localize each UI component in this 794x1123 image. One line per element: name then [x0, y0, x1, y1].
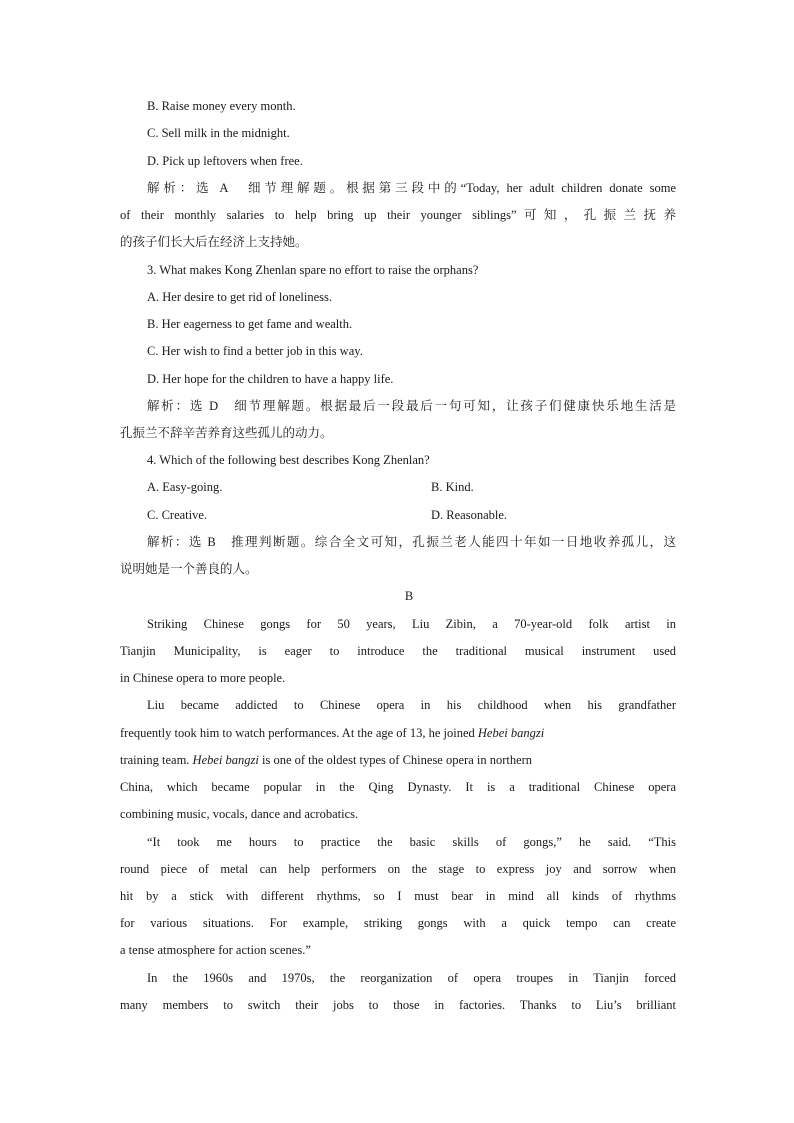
q4-option-a: A. Easy-going.	[147, 480, 223, 494]
q4-option-b: B. Kind.	[431, 480, 474, 494]
passage-p3-line-1: “It took me hours to practice the basic skills of gongs,” he said. “This	[147, 835, 676, 849]
passage-p2-line-5: combining music, vocals, dance and acrobatics.	[120, 807, 359, 821]
q3-question: 3. What makes Kong Zhenlan spare no effort to raise the orphans?	[147, 263, 479, 277]
q2-option-c: C. Sell milk in the midnight.	[147, 126, 290, 140]
passage-p2-line-4: China, which became popular in the Qing Dynasty. It is a traditional Chinese opera	[120, 780, 676, 794]
passage-p3-line-5: a tense atmosphere for action scenes.”	[120, 943, 311, 957]
q2-option-d: D. Pick up leftovers when free.	[147, 154, 303, 168]
q4-option-c: C. Creative.	[147, 508, 208, 522]
q2-analysis-line-3: 的孩子们长大后在经济上支持她。	[120, 235, 308, 249]
passage-p4-line-2: many members to switch their jobs to those in factories. Thanks to Liu’s brilliant	[120, 998, 676, 1012]
q3-option-a: A. Her desire to get rid of loneliness.	[147, 290, 333, 304]
q2-option-b: B. Raise money every month.	[147, 99, 296, 113]
q3-analysis-line-2: 孔振兰不辞辛苦养育这些孤儿的动力。	[120, 426, 333, 440]
opera-name-italic: Hebei bangzi	[477, 726, 545, 740]
q4-question: 4. Which of the following best describes Kong Zhenlan?	[147, 453, 430, 467]
passage-p1-line-2: Tianjin Municipality, is eager to introduce the traditional musical instrument used	[120, 644, 676, 658]
q3-option-d: D. Her hope for the children to have a happy life.	[147, 372, 394, 386]
section-label: B	[404, 589, 414, 603]
passage-p4-line-1: In the 1960s and 1970s, the reorganization of opera troupes in Tianjin forced	[147, 971, 676, 985]
q3-analysis-line-1: 解析：选 D 细节理解题。根据最后一段最后一句可知，让孩子们健康快乐地生活是	[147, 399, 676, 413]
q2-analysis-line-2: of their monthly salaries to help bring up their younger siblings”可知，孔振兰抚养	[120, 208, 676, 222]
passage-p3-line-4: for various situations. For example, striking gongs with a quick tempo can create	[120, 916, 676, 930]
q3-option-c: C. Her wish to find a better job in this way.	[147, 344, 363, 358]
passage-text: is one of the oldest types of Chinese opera in northern	[258, 753, 533, 767]
q4-option-d: D. Reasonable.	[431, 508, 508, 522]
passage-p3-line-2: round piece of metal can help performers on the stage to express joy and sorrow when	[120, 862, 676, 876]
opera-name-italic: Hebei bangzi	[192, 753, 259, 767]
passage-p2-line-1: Liu became addicted to Chinese opera in his childhood when his grandfather	[147, 698, 676, 712]
passage-p1-line-3: in Chinese opera to more people.	[120, 671, 286, 685]
q3-option-b: B. Her eagerness to get fame and wealth.	[147, 317, 353, 331]
passage-p2-line-2	[120, 725, 676, 741]
passage-text: training team.	[120, 753, 193, 767]
passage-p3-line-3: hit by a stick with different rhythms, so I must bear in mind all kinds of rhythms	[120, 889, 676, 903]
q2-analysis-line-1: 解析：选 A 细节理解题。根据第三段中的“Today, her adult children donate some	[147, 181, 676, 195]
passage-p2-line-3	[120, 752, 676, 768]
passage-p1-line-1: Striking Chinese gongs for 50 years, Liu Zibin, a 70-year-old folk artist in	[147, 617, 676, 631]
q4-analysis-line-1: 解析：选 B 推理判断题。综合全文可知，孔振兰老人能四十年如一日地收养孤儿，这	[147, 535, 676, 549]
passage-text: frequently took him to watch performances. At the age of 13, he joined	[120, 726, 478, 740]
q4-analysis-line-2: 说明她是一个善良的人。	[120, 562, 258, 576]
